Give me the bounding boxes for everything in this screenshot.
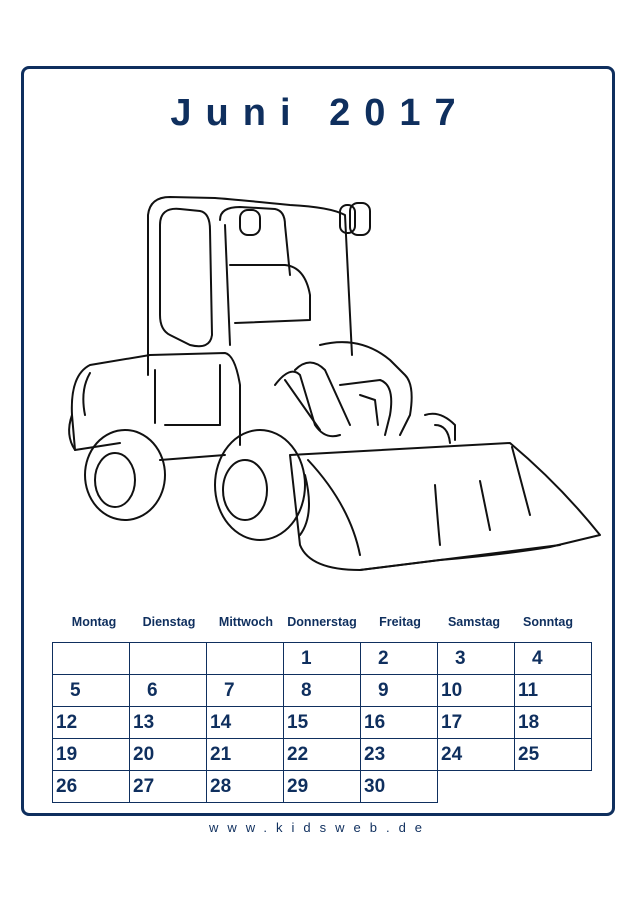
weekday-label: Donnerstag bbox=[287, 615, 357, 629]
wheel-loader-illustration bbox=[60, 185, 610, 585]
day-number: 25 bbox=[518, 744, 540, 765]
day-number: 26 bbox=[56, 776, 78, 797]
day-number: 4 bbox=[532, 648, 543, 669]
day-number: 6 bbox=[147, 680, 158, 701]
calendar-title: Juni 2017 bbox=[170, 92, 470, 134]
day-number: 18 bbox=[518, 712, 540, 733]
weekday-label: Freitag bbox=[379, 615, 421, 629]
day-number: 8 bbox=[301, 680, 312, 701]
day-number: 16 bbox=[364, 712, 386, 733]
weekday-label: Dienstag bbox=[142, 615, 196, 629]
day-number: 15 bbox=[287, 712, 309, 733]
day-number: 24 bbox=[441, 744, 463, 765]
day-number: 2 bbox=[378, 648, 389, 669]
day-number: 21 bbox=[210, 744, 232, 765]
weekday-label: Montag bbox=[71, 615, 117, 629]
day-number: 7 bbox=[224, 680, 235, 701]
day-cell bbox=[206, 642, 284, 675]
day-number: 14 bbox=[210, 712, 232, 733]
day-number: 22 bbox=[287, 744, 309, 765]
day-cell bbox=[52, 674, 130, 707]
day-cell bbox=[283, 674, 361, 707]
weekday-label: Samstag bbox=[447, 615, 501, 629]
day-number: 3 bbox=[455, 648, 466, 669]
weekday-label: Mittwoch bbox=[218, 615, 274, 629]
day-number: 10 bbox=[441, 680, 463, 701]
day-cell bbox=[360, 642, 438, 675]
day-number: 30 bbox=[364, 776, 386, 797]
day-number: 20 bbox=[133, 744, 155, 765]
day-number: 13 bbox=[133, 712, 155, 733]
weekday-label: Sonntag bbox=[523, 615, 573, 629]
day-number: 17 bbox=[441, 712, 463, 733]
day-cell bbox=[52, 642, 130, 675]
day-cell bbox=[283, 642, 361, 675]
day-number: 9 bbox=[378, 680, 389, 701]
day-cell bbox=[129, 642, 207, 675]
day-number: 28 bbox=[210, 776, 232, 797]
day-number: 19 bbox=[56, 744, 78, 765]
day-number: 11 bbox=[518, 680, 539, 701]
day-cell bbox=[437, 642, 515, 675]
day-number: 23 bbox=[364, 744, 386, 765]
day-cell bbox=[206, 674, 284, 707]
day-cell bbox=[360, 674, 438, 707]
day-number: 12 bbox=[56, 712, 78, 733]
day-number: 1 bbox=[301, 648, 312, 669]
day-cell bbox=[514, 642, 592, 675]
day-number: 29 bbox=[287, 776, 309, 797]
day-cell bbox=[129, 674, 207, 707]
day-number: 5 bbox=[70, 680, 81, 701]
website-footer: www.kidsweb.de bbox=[208, 820, 432, 835]
day-number: 27 bbox=[133, 776, 155, 797]
